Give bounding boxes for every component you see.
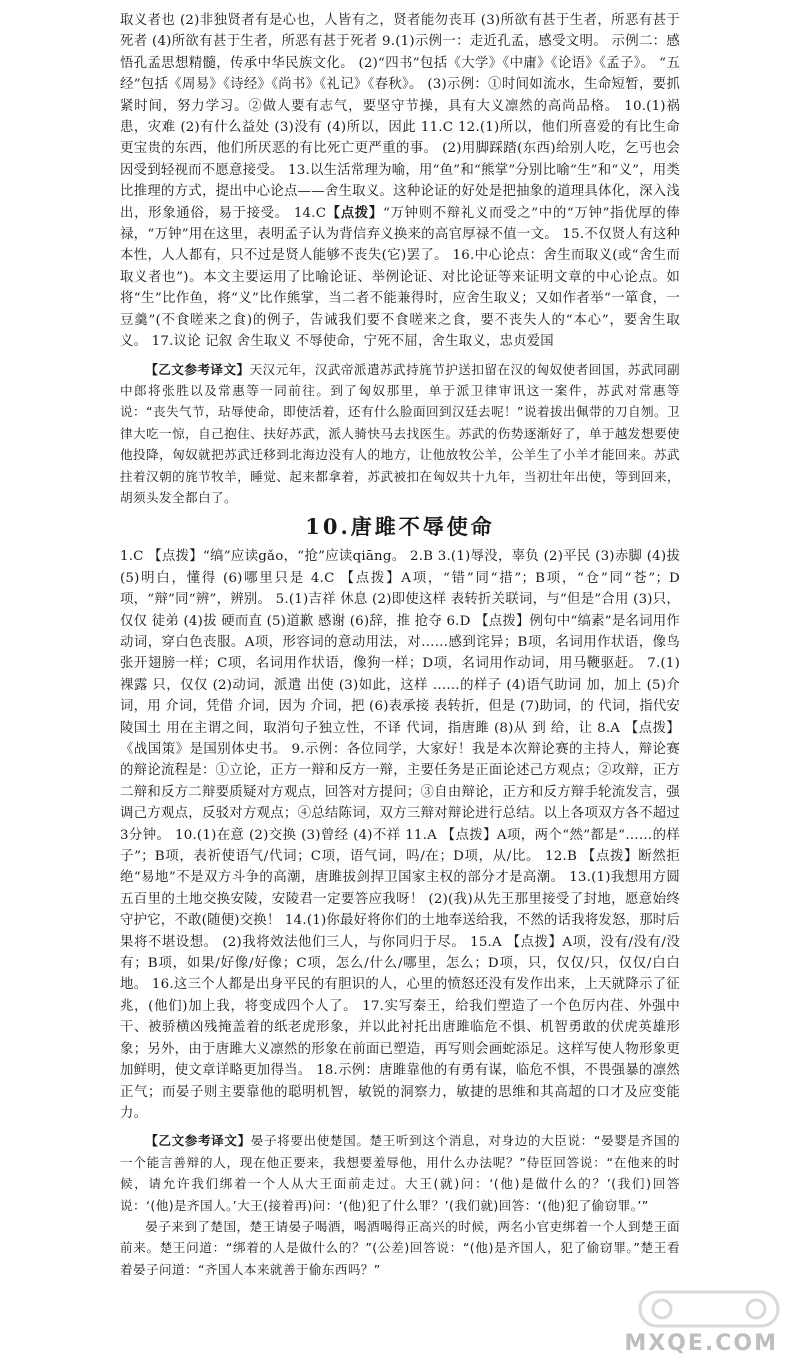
section-title: 10.唐雎不辱使命 [305, 514, 495, 540]
translation-paragraph-3: 晏子来到了楚国，楚王请晏子喝酒，喝酒喝得正高兴的时候，两名小官吏绑着一个人到楚王面前来。楚王问道：“绑着的人是做什么的？”(公差)回答说：“(他)是齐国人，犯了偷窃罪。”楚王看着晏子问道：“齐国人本来就善于偷东西吗？” [120, 1218, 680, 1277]
answer-page [120, 10, 680, 1280]
translation-text: 天汉元年，汉武帝派遣苏武持旄节护送扣留在汉的匈奴使者回国，苏武同副中郎将张胜以及常惠等一同前往。到了匈奴那里，单于派卫律审讯这一案件，苏武对常惠等说：“丧失气节，玷辱使命，即使活着，还有什么脸面回到汉廷去呢！”说着拔出佩带的刀自刎。卫律大吃一惊，自己抱住、扶好苏武，派人骑快马去找医生。苏武的伤势逐渐好了，单于越发想要使他投降，匈奴就把苏武迁移到北海边没有人的地方，让他放牧公羊，公羊生了小羊才能回来。苏武拄着汉朝的旄节牧羊，睡觉、起来都拿着，苏武被扣在匈奴共十九年，当初壮年出使，等到回来，胡须头发全都白了。 [120, 361, 681, 505]
answer-text: 取义者也 (2)非独贤者有是心也，人皆有之，贤者能勿丧耳 (3)所欲有甚于生者，所恶有甚于死者 (4)所欲有甚于生者，所恶有甚于死者 9.(1)示例一：走近孔孟，感受文明。 示例二：感悟孔孟思想精髓，传承中华民族文化。 (2)“四书”包括《大学》《中庸》《论语》《孟子》。 “五经”包括《周易》《诗经》《尚书》《礼记》《春秋》。 (3)示例：①时间如流水，生命短暂，要抓紧时间，努力学习。②做人要有志气，要坚守节操，具有大义凛然的高尚品格。 10.(1)祸患，灾难 (2)有什么益处 (3)没有 (4)所以，因此 11.C 12.(1)所以，他们所喜爱的有比生命更宝贵的东西，他们所厌恶的有比死亡更严重的事。 (2)用脚踩踏(东西)给别人吃，乞丐也会因受到轻视而不愿意接受。 13.以生活常理为喻，用“鱼”和“熊掌”分别比喻“生”和“义”，用类比推理的方式，提出中心论点——舍生取义。这种论证的好处是把抽象的道理具体化，深入浅出，形象通俗，易于接受。 14.C [120, 13, 680, 221]
answer-text-continued: “万钟则不辩礼义而受之”中的“万钟”指优厚的俸禄，“万钟”用在这里，表明孟子认为背信弃义换来的高官厚禄不值一文。 15.不仅贤人有这种本性，人人都有，只不过是贤人能够不丧失(它)罢了。 16.中心论点：舍生而取义(或“舍生而取义者也”)。本文主要运用了比喻论证、举例论证、对比论证等来证明文章的中心论点。如将“生”比作鱼，将“义”比作熊掌，当二者不能兼得时，应舍生取义；又如作者举“一箪食，一豆羹”(不食嗟来之食)的例子，告诫我们要不食嗟来之食，要不丧失人的“本心”，要舍生取义。 17.议论 记叙 舍生取义 不辱使命，宁死不屈，舍生取义，忠贞爱国 [120, 205, 680, 350]
point-label: 【点拨】 [326, 204, 383, 221]
answer-block-1 [120, 10, 680, 353]
translation-text: 晏子将要出使楚国。楚王听到这个消息，对身边的大臣说：“晏婴是齐国的一个能言善辩的人，现在他正要来，我想要羞辱他，用什么办法呢？”侍臣回答说：“在他来的时候，请允许我们绑着一个人从大王面前走过。大王(就)问：‘(他)是做什么的？’(我们)回答说：‘(他)是齐国人。’大王(接着再)问：‘(他)犯了什么罪？’(我们就)回答：‘(他)犯了偷窃罪。’” [120, 1133, 680, 1213]
watermark-text: MXQE.COM [624, 1331, 778, 1356]
translation-label: 【乙文参考译文】 [145, 1133, 251, 1149]
translation-label: 【乙文参考译文】 [145, 361, 250, 377]
answer-block-2: 1.C 【点拨】“缟”应读gǎo，“抢”应读qiāng。 2.B 3.(1)辱没，辜负 (2)平民 (3)赤脚 (4)拔 (5)明白，懂得 (6)哪里只是 4.C 【点拨】A项，“错”同“措”；B项，“仓”同“苍”；D项，“辩”同“辨”，辨别。 5.(1)吉祥 休息 (2)即使这样 表转折关联词，与“但是”合用 (3)只，仅仅 徒弟 (4)拔 硬而直 (5)道歉 感谢 (6)辞，推 抢夺 6.D 【点拨】例句中“缟素”是名词用作动词，穿白色丧服。A项，形容词的意动用法，对……感到诧异；B项，名词用作状语，像鸟张开翅膀一样；C项，名词用作状语，像狗一样；D项，名词用作动词，用马鞭驱赶。 7.(1)裸露 只，仅仅 (2)动词，派遣 出使 (3)如此，这样 ……的样子 (4)语气助词 加，加上 (5)介词，用 介词，凭借 介词，因为 介词，把 (6)表承接 表转折，但是 (7)助词，的 代词，指代安陵国土 用在主谓之间，取消句子独立性，不译 代词，指唐雎 (8)从 到 给，让 8.A 【点拨】《战国策》是国别体史书。 9.示例：各位同学，大家好！我是本次辩论赛的主持人，辩论赛的辩论流程是：①立论，正方一辩和反方一辩，主要任务是正面论述己方观点；②攻辩，正方二辩和反方二辩要质疑对方观点，回答对方提问；③自由辩论，正方和反方辩手轮流发言，强调己方观点，反驳对方观点；④总结陈词，双方三辩对辩论进行总结。以上各项双方各不超过3分钟。 10.(1)在意 (2)交换 (3)曾经 (4)不祥 11.A 【点拨】A项，两个“然”都是“……的样子”；B项，表祈使语气/代词；C项，语气词，吗/在；D项，从/比。 12.B 【点拨】断然拒绝“易地”不是双方斗争的高潮，唐雎拔剑捍卫国家主权的部分才是高潮。 13.(1)我想用方圆五百里的土地交换安陵，安陵君一定要答应我呀！ (2)(我)从先王那里接受了封地，愿意始终守护它，不敢(随便)交换！ 14.(1)你最好将你们的土地奉送给我，不然的话我将发怒，那时后果将不堪设想。 (2)我将效法他们三人，与你同归于尽。 15.A 【点拨】A项，没有/没有/没有；B项，如果/好像/好像；C项，怎么/什么/哪里，怎么；D项，只，仅仅/只，仅仅/白白地。 16.这三个人都是出身平民的有胆识的人，心里的愤怒还没有发作出来，上天就降示了征兆，(他们)加上我，将变成四个人了。 17.实写秦王，给我们塑造了一个色厉内荏、外强中干、被骄横凶残掩盖着的纸老虎形象，并以此衬托出唐雎临危不惧、机智勇敢的伏虎英雄形象；另外，由于唐雎大义凛然的形象在前面已塑造，再写则会画蛇添足。这样写使人物形象更加鲜明，使文章详略更加得当。 18.示例：唐雎靠他的有勇有谋，临危不惧，不畏强暴的凛然正气；而晏子则主要靠他的聪明机智，敏锐的洞察力，敏捷的思维和其高超的口才及应变能力。 [120, 549, 680, 1121]
translation-paragraph-1 [120, 359, 680, 509]
translation-paragraph-2 [120, 1130, 680, 1216]
